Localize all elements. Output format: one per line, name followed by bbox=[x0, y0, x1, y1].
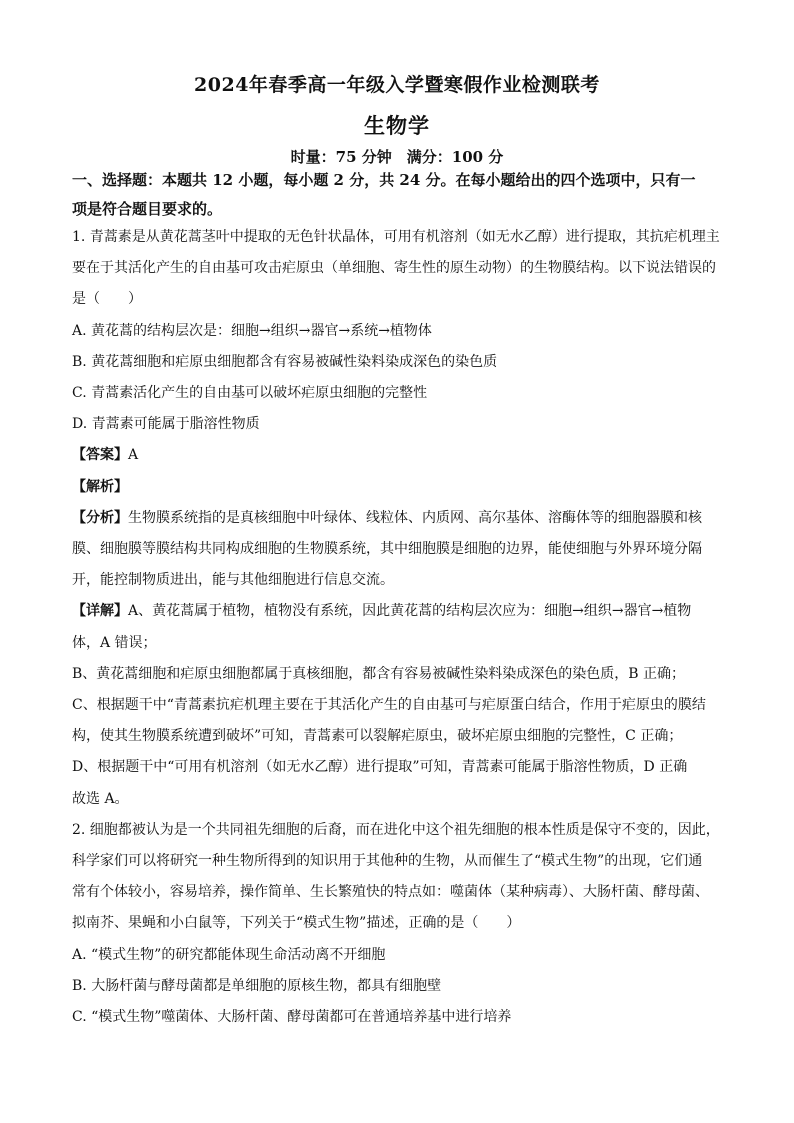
q1-detail-line-3: B、黄花蒿细胞和疟原虫细胞都属于真核细胞，都含有容易被碱性染料染成深色的染色质，B 正确； bbox=[72, 665, 686, 682]
answer-value: A bbox=[128, 447, 139, 464]
section-line-1: 一、选择题：本题共 12 小题，每小题 2 分，共 24 分。在每小题给出的四个选项中，只有一 bbox=[72, 171, 696, 189]
fenxi-tag: 【分析】 bbox=[72, 509, 128, 526]
subject-title: 生物学 bbox=[364, 113, 430, 138]
q1-detail-line-7: 故选 A。 bbox=[72, 790, 129, 807]
q1-stem-line-3: 是（ ） bbox=[72, 291, 142, 308]
question-block bbox=[72, 222, 730, 1033]
q1-detail-line-4: C、根据题干中“青蒿素抗疟机理主要在于其活化产生的自由基可与疟原蛋白结合，作用于疟原虫的膜结 bbox=[72, 697, 706, 714]
q1-option-c: C. 青蒿素活化产生的自由基可以破坏疟原虫细胞的完整性 bbox=[72, 385, 428, 402]
q2-stem-line-3: 常有个体较小，容易培养，操作简单、生长繁殖快的特点如：噬菌体（某种病毒）、大肠杆菌、酵母菌、 bbox=[72, 884, 709, 901]
q1-option-d: D. 青蒿素可能属于脂溶性物质 bbox=[72, 416, 260, 433]
q2-stem-line-2: 科学家们可以将研究一种生物所得到的知识用于其他种的生物，从而催生了“模式生物”的出现，它们通 bbox=[72, 853, 703, 870]
q1-option-b: B. 黄花蒿细胞和疟原虫细胞都含有容易被碱性染料染成深色的染色质 bbox=[72, 353, 498, 370]
q1-fenxi-line-1 bbox=[72, 503, 730, 534]
q2-stem-line-1: 2. 细胞都被认为是一个共同祖先细胞的后裔，而在进化中这个祖先细胞的根本性质是保守不变的，因此， bbox=[72, 821, 720, 838]
q2-option-a: A. “模式生物”的研究都能体现生命活动离不开细胞 bbox=[72, 946, 386, 963]
q1-detail-line-1 bbox=[72, 596, 730, 627]
q1-answer bbox=[72, 440, 730, 471]
q1-fenxi-line-2: 膜、细胞膜等膜结构共同构成细胞的生物膜系统，其中细胞膜是细胞的边界，能使细胞与外界环境分隔 bbox=[72, 541, 702, 558]
q2-stem-line-4: 拟南芥、果蝇和小白鼠等，下列关于“模式生物”描述，正确的是（ ） bbox=[72, 915, 521, 932]
q2-option-c: C. “模式生物”噬菌体、大肠杆菌、酵母菌都可在普通培养基中进行培养 bbox=[72, 1009, 512, 1026]
exam-title: 2024年春季高一年级入学暨寒假作业检测联考 bbox=[194, 74, 600, 96]
q1-fenxi-line-3: 开，能控制物质进出，能与其他细胞进行信息交流。 bbox=[72, 572, 394, 589]
q1-analysis-tag: 【解析】 bbox=[72, 478, 128, 495]
answer-tag: 【答案】 bbox=[72, 447, 128, 464]
q1-detail-line-6: D、根据题干中“可用有机溶剂（如无水乙醇）进行提取”可知，青蒿素可能属于脂溶性物质，D 正确 bbox=[72, 759, 688, 776]
fenxi-text-1: 生物膜系统指的是真核细胞中叶绿体、线粒体、内质网、高尔基体、溶酶体等的细胞器膜和核 bbox=[128, 509, 702, 526]
q1-detail-line-2: 体，A 错误； bbox=[72, 634, 157, 651]
section-heading bbox=[72, 166, 730, 224]
q1-option-a: A. 黄花蒿的结构层次是：细胞→组织→器官→系统→植物体 bbox=[72, 322, 432, 339]
section-line-2: 项是符合题目要求的。 bbox=[72, 200, 223, 218]
detail-text-1: A、黄花蒿属于植物，植物没有系统，因此黄花蒿的结构层次应为：细胞→组织→器官→植物 bbox=[128, 603, 692, 620]
q1-detail-line-5: 构，使其生物膜系统遭到破坏”可知，青蒿素可以裂解疟原虫，破坏疟原虫细胞的完整性，C 正确； bbox=[72, 728, 683, 745]
q1-stem-line-1: 1. 青蒿素是从黄花蒿茎叶中提取的无色针状晶体，可用有机溶剂（如无水乙醇）进行提取，其抗疟机理主 bbox=[72, 229, 720, 245]
q2-option-b: B. 大肠杆菌与酵母菌都是单细胞的原核生物，都具有细胞壁 bbox=[72, 977, 442, 994]
q1-stem-line-2: 要在于其活化产生的自由基可攻击疟原虫（单细胞、寄生性的原生动物）的生物膜结构。以下说法错误的 bbox=[72, 260, 716, 277]
xiangjie-tag: 【详解】 bbox=[72, 603, 128, 620]
time-score-line: 时量：75 分钟 满分：100 分 bbox=[290, 148, 504, 166]
